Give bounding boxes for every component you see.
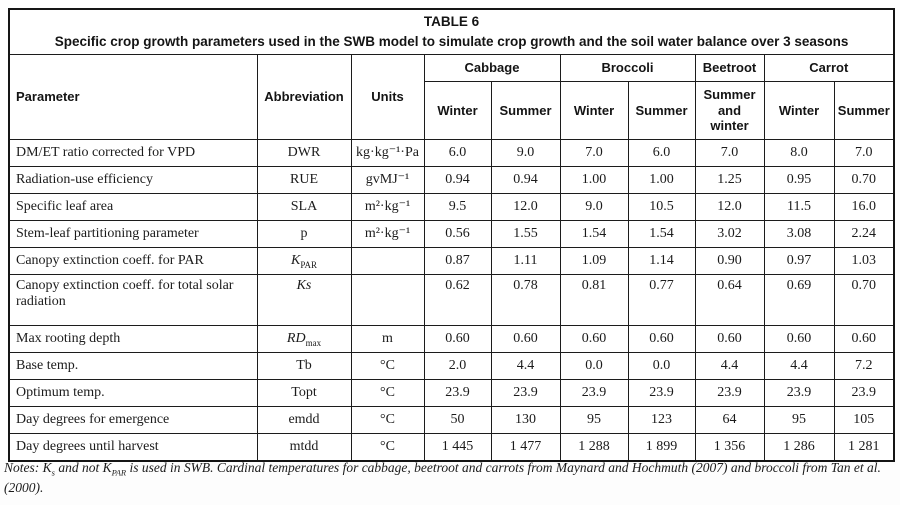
table-row <box>9 434 894 462</box>
param-cell: Canopy extinction coeff. for total solar radiation <box>9 275 257 326</box>
value-cell: 0.95 <box>764 167 834 194</box>
units-cell: °C <box>351 407 424 434</box>
abbr-cell: p <box>257 221 351 248</box>
value-cell: 95 <box>764 407 834 434</box>
value-cell: 1 899 <box>628 434 695 462</box>
value-cell: 1 356 <box>695 434 764 462</box>
abbr-cell: SLA <box>257 194 351 221</box>
value-cell: 0.60 <box>560 326 628 353</box>
value-cell: 0.81 <box>560 275 628 326</box>
param-cell: Optimum temp. <box>9 380 257 407</box>
value-cell: 1.09 <box>560 248 628 275</box>
crop-parameters-table <box>8 8 895 462</box>
value-cell: 16.0 <box>834 194 894 221</box>
header-crop-carrot: Carrot <box>764 55 894 82</box>
value-cell: 0.0 <box>560 353 628 380</box>
abbr-cell: RUE <box>257 167 351 194</box>
header-season: Winter <box>424 82 491 140</box>
value-cell: 0.70 <box>834 275 894 326</box>
abbr-cell: Topt <box>257 380 351 407</box>
table-row <box>9 194 894 221</box>
value-cell: 8.0 <box>764 140 834 167</box>
abbr-cell: $K_{PAR}$ <box>257 248 351 275</box>
value-cell: 1.55 <box>491 221 560 248</box>
value-cell: 1.03 <box>834 248 894 275</box>
table-row <box>9 326 894 353</box>
value-cell: 0.62 <box>424 275 491 326</box>
abbr-cell: emdd <box>257 407 351 434</box>
notes-text: Notes: K <box>4 460 52 475</box>
value-cell: 7.0 <box>834 140 894 167</box>
value-cell: 95 <box>560 407 628 434</box>
table-title-row <box>9 9 894 55</box>
header-season: Summer <box>491 82 560 140</box>
header-parameter: Parameter <box>9 55 257 140</box>
table-row <box>9 248 894 275</box>
value-cell: 0.97 <box>764 248 834 275</box>
value-cell: 9.0 <box>491 140 560 167</box>
value-cell: 12.0 <box>491 194 560 221</box>
value-cell: 4.4 <box>695 353 764 380</box>
value-cell: 1 445 <box>424 434 491 462</box>
value-cell: 23.9 <box>834 380 894 407</box>
value-cell: 4.4 <box>764 353 834 380</box>
units-cell: m²·kg⁻¹ <box>351 221 424 248</box>
value-cell: 23.9 <box>491 380 560 407</box>
units-cell: m²·kg⁻¹ <box>351 194 424 221</box>
units-cell: °C <box>351 434 424 462</box>
value-cell: 7.0 <box>560 140 628 167</box>
value-cell: 1.00 <box>628 167 695 194</box>
param-cell: Canopy extinction coeff. for PAR <box>9 248 257 275</box>
header-crop-cabbage: Cabbage <box>424 55 560 82</box>
value-cell: 1.11 <box>491 248 560 275</box>
units-cell: °C <box>351 353 424 380</box>
value-cell: 3.08 <box>764 221 834 248</box>
units-cell <box>351 248 424 275</box>
value-cell: 0.94 <box>424 167 491 194</box>
value-cell: 0.60 <box>764 326 834 353</box>
param-cell: Specific leaf area <box>9 194 257 221</box>
table-row <box>9 221 894 248</box>
value-cell: 1.54 <box>560 221 628 248</box>
value-cell: 50 <box>424 407 491 434</box>
value-cell: 2.24 <box>834 221 894 248</box>
value-cell: 6.0 <box>424 140 491 167</box>
abbr-cell: mtdd <box>257 434 351 462</box>
value-cell: 7.0 <box>695 140 764 167</box>
table-row <box>9 167 894 194</box>
header-season: Winter <box>764 82 834 140</box>
value-cell: 0.60 <box>628 326 695 353</box>
value-cell: 130 <box>491 407 560 434</box>
value-cell: 105 <box>834 407 894 434</box>
abbr-cell: DWR <box>257 140 351 167</box>
value-cell: 0.87 <box>424 248 491 275</box>
value-cell: 0.90 <box>695 248 764 275</box>
value-cell: 0.60 <box>491 326 560 353</box>
value-cell: 0.78 <box>491 275 560 326</box>
table-notes: Notes: $K_s$ and not $K_{PAR}$ is used in SWB. Cardinal temperatures for cabbage, beetroot and carrots from Maynard and Hochmuth (2007) and broccoli from Tan et al. (2000). <box>4 460 881 496</box>
value-cell: 0.60 <box>424 326 491 353</box>
value-cell: 0.77 <box>628 275 695 326</box>
units-cell <box>351 275 424 326</box>
header-row-crops <box>9 55 894 82</box>
value-cell: 123 <box>628 407 695 434</box>
header-abbreviation: Abbreviation <box>257 55 351 140</box>
header-crop-broccoli: Broccoli <box>560 55 695 82</box>
header-season: Winter <box>560 82 628 140</box>
value-cell: 1 288 <box>560 434 628 462</box>
units-cell: °C <box>351 380 424 407</box>
table-row <box>9 353 894 380</box>
value-cell: 12.0 <box>695 194 764 221</box>
param-cell: DM/ET ratio corrected for VPD <box>9 140 257 167</box>
value-cell: 3.02 <box>695 221 764 248</box>
param-cell: Day degrees until harvest <box>9 434 257 462</box>
value-cell: 0.70 <box>834 167 894 194</box>
value-cell: 1 477 <box>491 434 560 462</box>
param-cell: Stem-leaf partitioning parameter <box>9 221 257 248</box>
param-cell: Max rooting depth <box>9 326 257 353</box>
param-cell: Day degrees for emergence <box>9 407 257 434</box>
value-cell: 0.69 <box>764 275 834 326</box>
value-cell: 0.64 <box>695 275 764 326</box>
value-cell: 1.25 <box>695 167 764 194</box>
value-cell: 0.56 <box>424 221 491 248</box>
value-cell: 1 281 <box>834 434 894 462</box>
abbr-cell: Ks <box>257 275 351 326</box>
value-cell: 0.60 <box>834 326 894 353</box>
units-cell: m <box>351 326 424 353</box>
abbr-cell: $RD_{max}$ <box>257 326 351 353</box>
value-cell: 23.9 <box>424 380 491 407</box>
header-season: Summer <box>834 82 894 140</box>
value-cell: 23.9 <box>695 380 764 407</box>
value-cell: 1.14 <box>628 248 695 275</box>
value-cell: 6.0 <box>628 140 695 167</box>
units-cell: kg·kg⁻¹·Pa <box>351 140 424 167</box>
header-season: Summer <box>628 82 695 140</box>
value-cell: 10.5 <box>628 194 695 221</box>
value-cell: 2.0 <box>424 353 491 380</box>
abbr-cell: Tb <box>257 353 351 380</box>
value-cell: 23.9 <box>560 380 628 407</box>
table-caption: Specific crop growth parameters used in the SWB model to simulate crop growth and the soil water balance over 3 seasons <box>54 34 849 49</box>
value-cell: 0.0 <box>628 353 695 380</box>
value-cell: 23.9 <box>764 380 834 407</box>
table-row <box>9 407 894 434</box>
table-title-cell <box>9 9 894 55</box>
value-cell: 1.00 <box>560 167 628 194</box>
value-cell: 7.2 <box>834 353 894 380</box>
value-cell: 9.5 <box>424 194 491 221</box>
value-cell: 64 <box>695 407 764 434</box>
header-units: Units <box>351 55 424 140</box>
value-cell: 1 286 <box>764 434 834 462</box>
units-cell: gvMJ⁻¹ <box>351 167 424 194</box>
header-season: Summer and winter <box>695 82 764 140</box>
table-row <box>9 275 894 326</box>
value-cell: 9.0 <box>560 194 628 221</box>
value-cell: 1.54 <box>628 221 695 248</box>
param-cell: Base temp. <box>9 353 257 380</box>
table-container <box>8 8 895 462</box>
header-crop-beetroot: Beetroot <box>695 55 764 82</box>
value-cell: 11.5 <box>764 194 834 221</box>
value-cell: 0.94 <box>491 167 560 194</box>
value-cell: 0.60 <box>695 326 764 353</box>
value-cell: 4.4 <box>491 353 560 380</box>
table-row <box>9 380 894 407</box>
table-row <box>9 140 894 167</box>
table-number: TABLE 6 <box>423 14 480 30</box>
value-cell: 23.9 <box>628 380 695 407</box>
param-cell: Radiation-use efficiency <box>9 167 257 194</box>
